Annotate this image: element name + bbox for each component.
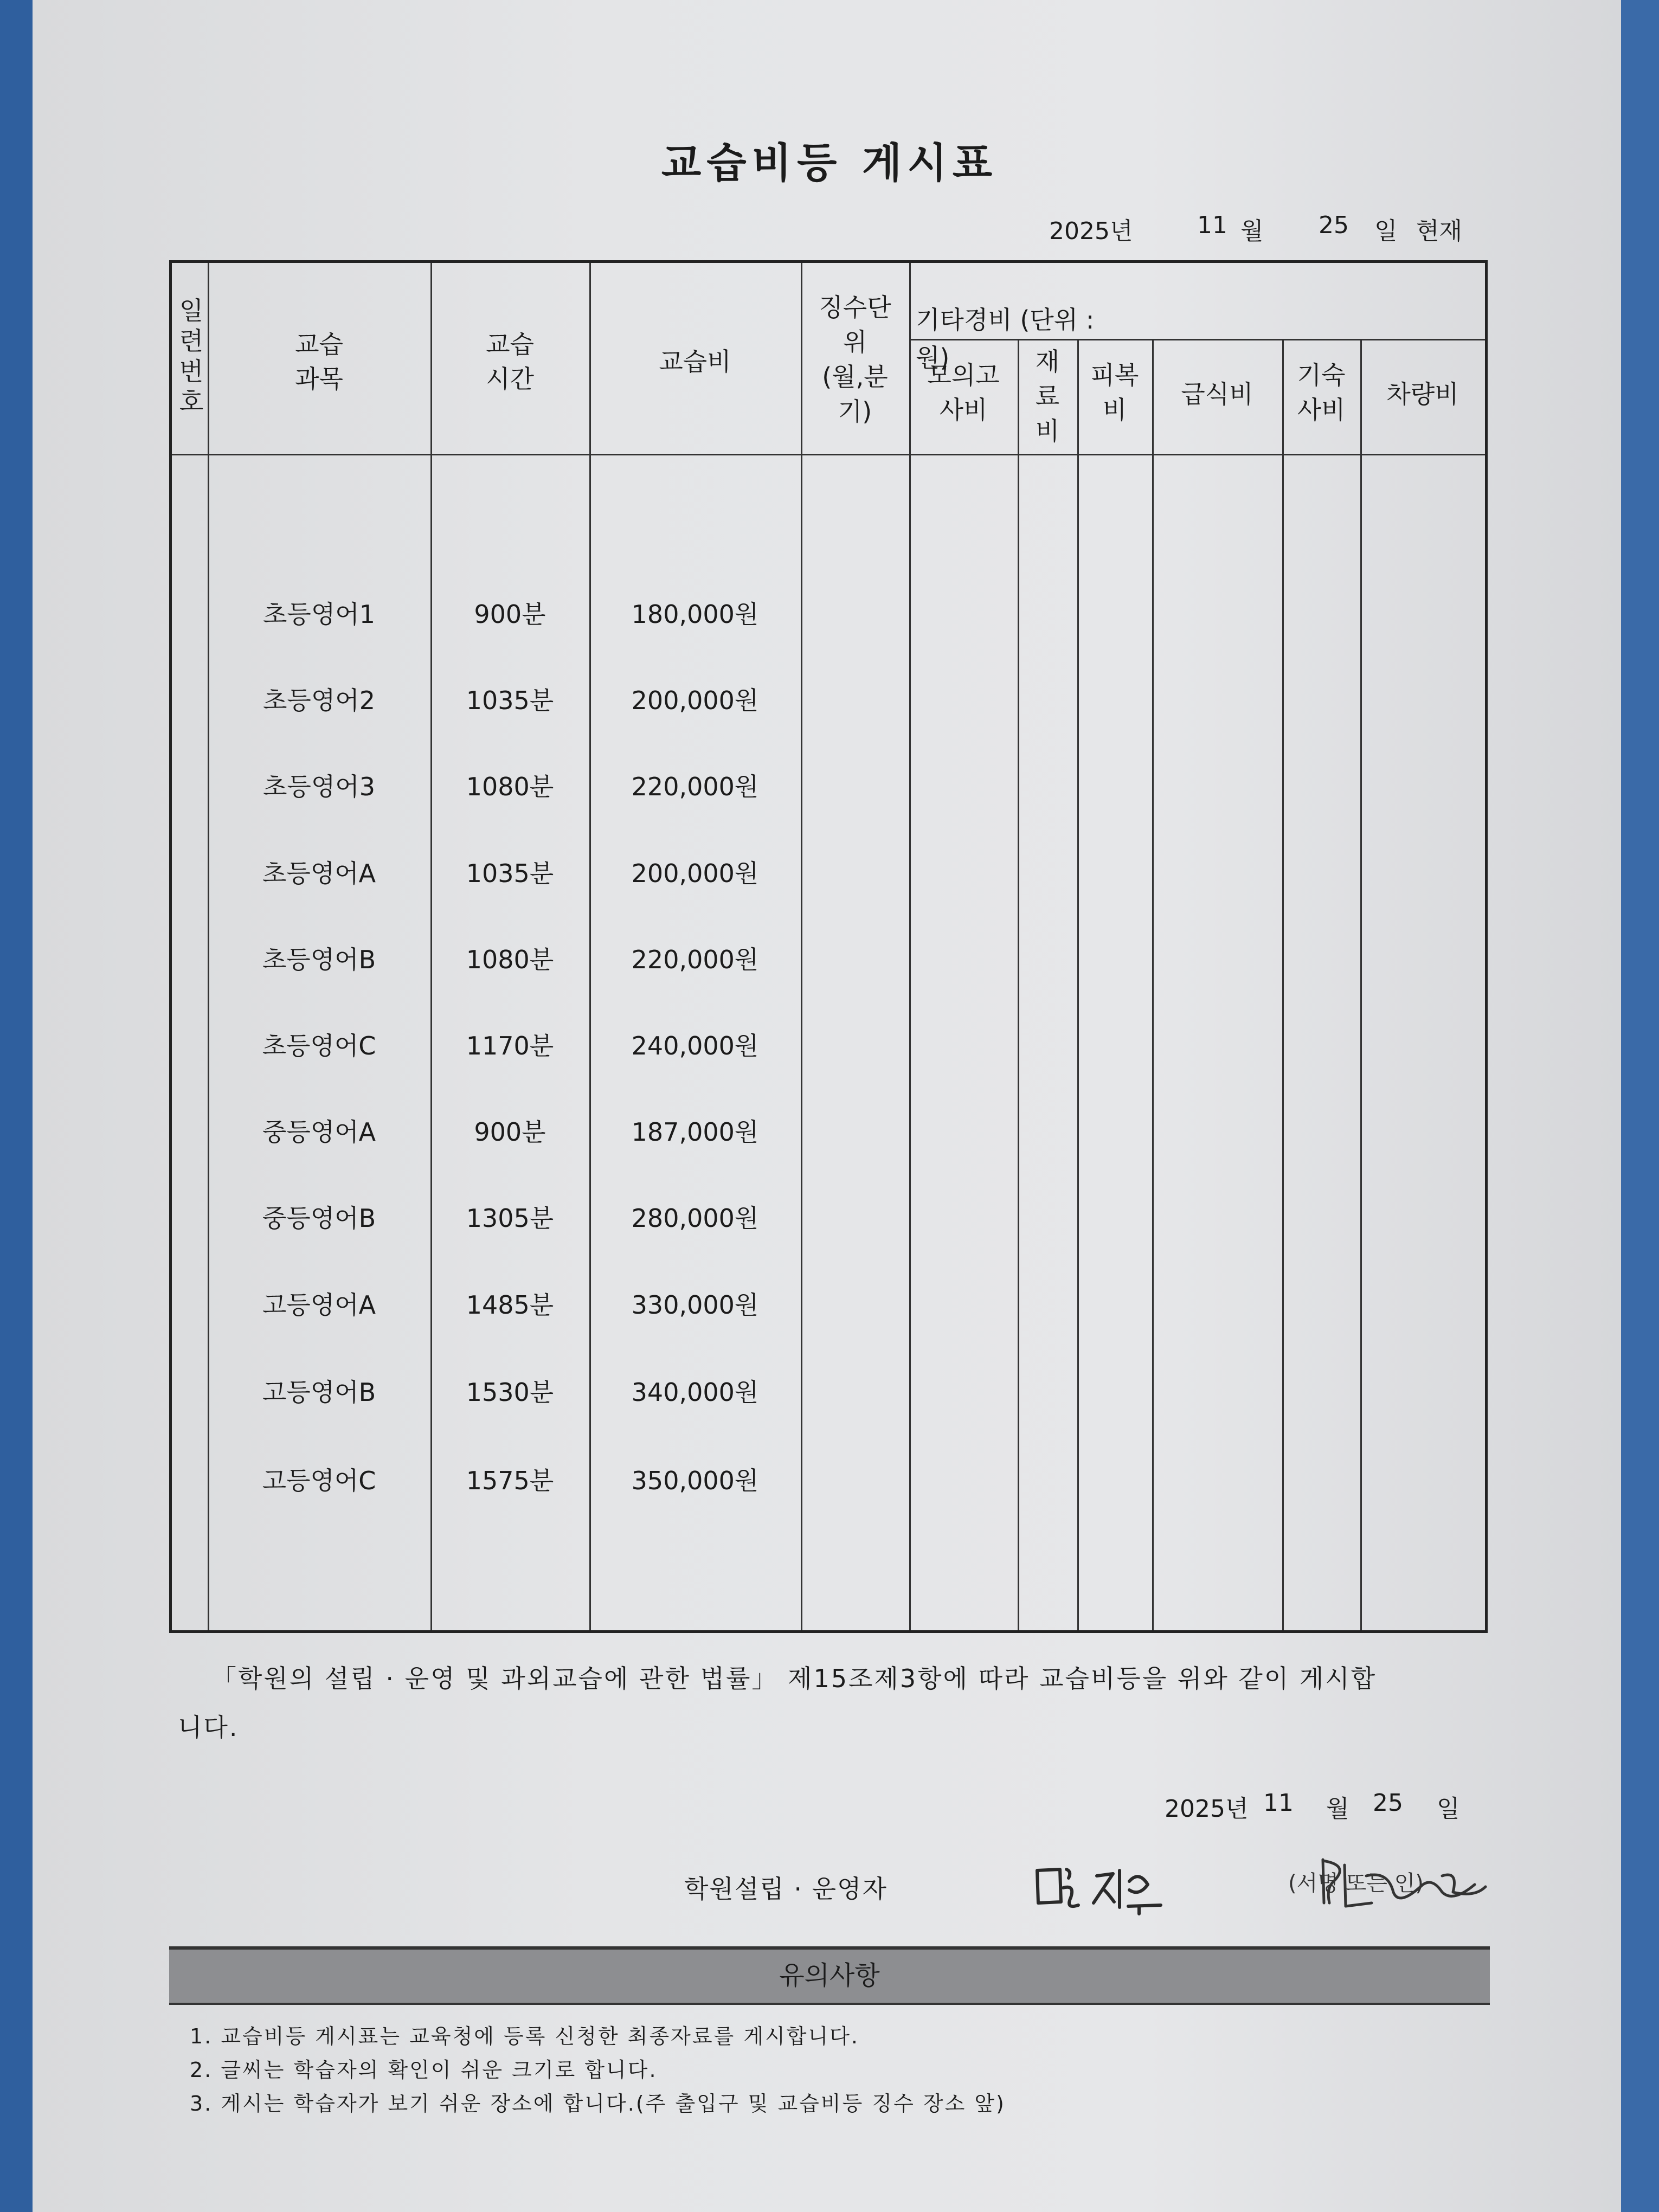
row-hours: 1485분 xyxy=(466,1290,554,1320)
sign-day-num: 25 xyxy=(1373,1789,1403,1817)
row-fee: 330,000원 xyxy=(631,1290,759,1320)
asof-suffix: 현재 xyxy=(1416,217,1463,245)
row-fee: 350,000원 xyxy=(631,1466,759,1495)
row-subject: 중등영어A xyxy=(262,1117,376,1147)
row-fee: 180,000원 xyxy=(631,600,759,629)
header-mock-exam: 모의고 사비 xyxy=(927,361,1000,425)
sign-day: 일 xyxy=(1437,1795,1460,1823)
notice-item: 1. 교습비등 게시표는 교육청에 등록 신청한 최종자료를 게시합니다. xyxy=(190,2024,860,2048)
operator-label: 학원설립 · 운영자 xyxy=(684,1874,888,1904)
asof-year: 2025년 xyxy=(1049,217,1133,245)
row-fee: 220,000원 xyxy=(631,772,759,801)
row-subject: 고등영어C xyxy=(262,1466,376,1495)
row-subject: 중등영어B xyxy=(262,1204,376,1233)
asof-month-num: 11 xyxy=(1197,211,1227,239)
row-fee: 240,000원 xyxy=(631,1031,759,1060)
legal-statement-line1: 「학원의 설립 · 운영 및 과외교습에 관한 법률」 제15조제3항에 따라 교습비등을 위와 같이 게시합 xyxy=(211,1664,1377,1693)
header-uniform: 피복 비 xyxy=(1090,361,1139,425)
header-fee: 교습비 xyxy=(659,347,731,376)
sign-month: 월 xyxy=(1326,1795,1349,1823)
row-fee: 200,000원 xyxy=(631,859,759,888)
notice-item: 3. 게시는 학습자가 보기 쉬운 장소에 합니다.(주 출입구 및 교습비등 징수 장소 앞) xyxy=(190,2092,1006,2115)
row-hours: 1080분 xyxy=(466,772,554,801)
asof-month: 월 xyxy=(1240,217,1264,245)
row-hours: 900분 xyxy=(474,1117,546,1147)
row-subject: 초등영어1 xyxy=(262,600,375,629)
row-subject: 초등영어2 xyxy=(262,686,375,715)
seal-label: (서명 또는 인) xyxy=(1288,1871,1424,1896)
sign-year: 2025년 xyxy=(1165,1795,1249,1823)
background-edge xyxy=(1621,0,1659,2212)
header-unit: 징수단 위 (월,분 기) xyxy=(819,293,891,426)
header-dorm: 기숙 사비 xyxy=(1297,361,1346,425)
row-hours: 1530분 xyxy=(466,1378,554,1407)
handwritten-signature xyxy=(1312,1854,1491,1919)
notice-title-bar xyxy=(169,1946,1490,2005)
row-subject: 고등영어B xyxy=(262,1378,376,1407)
legal-statement-line2: 니다. xyxy=(178,1713,239,1742)
row-hours: 900분 xyxy=(474,600,546,629)
row-fee: 200,000원 xyxy=(631,686,759,715)
row-hours: 1170분 xyxy=(466,1031,554,1060)
asof-day: 일 xyxy=(1374,217,1398,245)
row-hours: 1575분 xyxy=(466,1466,554,1495)
row-hours: 1035분 xyxy=(466,686,554,715)
row-subject: 초등영어3 xyxy=(262,772,375,801)
operator-signature xyxy=(1033,1860,1174,1919)
sign-month-num: 11 xyxy=(1263,1789,1294,1817)
row-hours: 1080분 xyxy=(466,945,554,974)
notice-title: 유의사항 xyxy=(779,1960,880,1991)
header-other-expenses-label: 기타경비 (단위 : 원) xyxy=(916,305,1095,372)
asof-day-num: 25 xyxy=(1319,211,1349,239)
row-hours: 1035분 xyxy=(466,859,554,888)
row-subject: 초등영어C xyxy=(262,1031,376,1060)
row-fee: 340,000원 xyxy=(631,1378,759,1407)
row-subject: 초등영어B xyxy=(262,945,376,974)
header-vehicle: 차량비 xyxy=(1386,380,1459,409)
row-subject: 고등영어A xyxy=(262,1290,376,1320)
row-fee: 220,000원 xyxy=(631,945,759,974)
header-meal: 급식비 xyxy=(1181,380,1253,409)
header-material: 재 료 비 xyxy=(1035,347,1060,446)
header-hours: 교습 시간 xyxy=(486,330,534,394)
row-fee: 280,000원 xyxy=(631,1204,759,1233)
row-fee: 187,000원 xyxy=(631,1117,759,1147)
row-hours: 1305분 xyxy=(466,1204,554,1233)
row-subject: 초등영어A xyxy=(262,859,376,888)
header-subject: 교습 과목 xyxy=(295,330,343,394)
fee-table xyxy=(169,260,1488,1633)
header-serial: 일련번호 xyxy=(179,296,204,416)
notice-item: 2. 글씨는 학습자의 확인이 쉬운 크기로 합니다. xyxy=(190,2058,658,2082)
page-title: 교습비등 게시표 xyxy=(661,139,998,187)
